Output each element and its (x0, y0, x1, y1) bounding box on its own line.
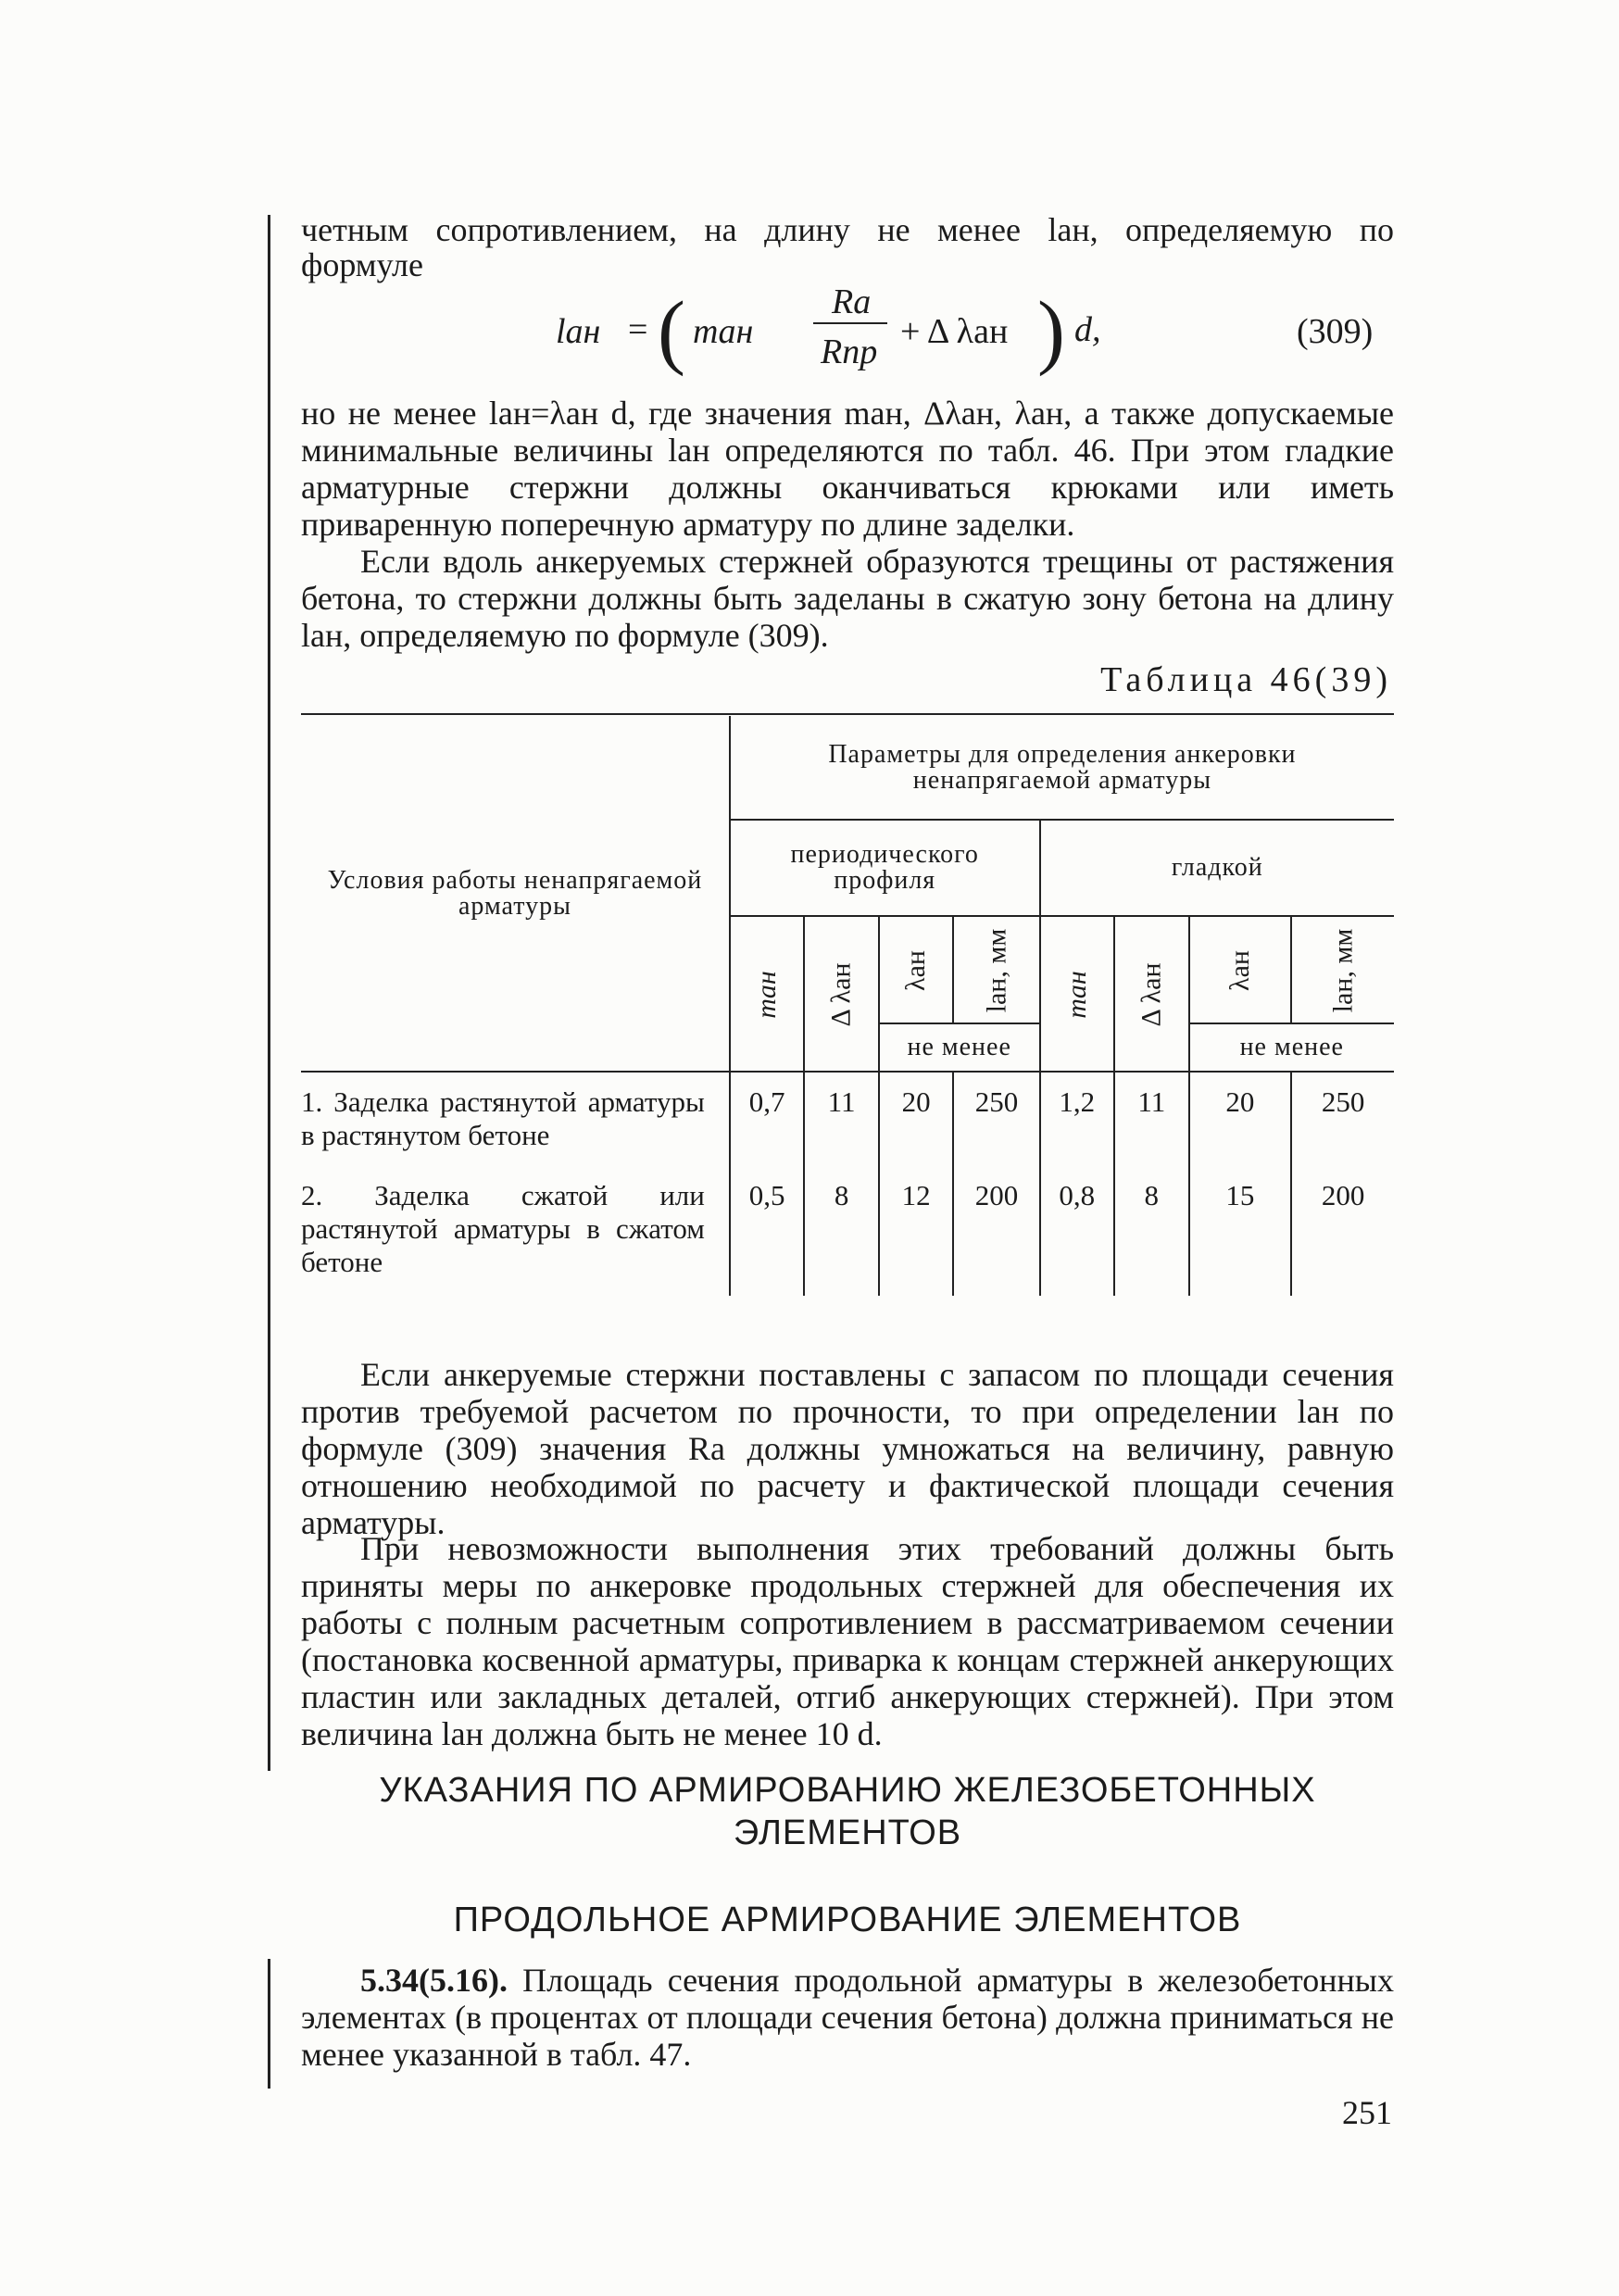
col-l-1 (879, 916, 953, 1023)
section-heading-line-2: ЭЛЕМЕНТОВ (733, 1813, 962, 1852)
header-params: Параметры для определения анкеровки ненапрягаемой арматуры (730, 716, 1394, 820)
row-2-l2: 15 (1189, 1179, 1292, 1296)
col-m-2 (1040, 916, 1114, 1072)
row-2-m2: 0,8 (1040, 1179, 1114, 1296)
subsection-heading: ПРОДОЛЬНОЕ АРМИРОВАНИЕ ЭЛЕМЕНТОВ (453, 1901, 1242, 1939)
col-len-2 (1291, 916, 1394, 1023)
row-1-m2: 1,2 (1040, 1072, 1114, 1179)
header-periodic: периодического профиля (730, 820, 1040, 916)
formula-309 (519, 278, 1408, 398)
paragraph-1: но не менее lан=λан d, где значения mан, Δλан, λан, а также допускаемые минимальные величины lан определяются по табл. 46. При этом гладкие арматурные стержни должны оканчиваться крюками или иметь приваренную поперечную арматуру по длине заделки. (301, 395, 1394, 543)
row-1-dl1: 11 (804, 1072, 878, 1179)
row-1-l2: 20 (1189, 1072, 1292, 1179)
col-m-1 (730, 916, 804, 1072)
row-2-dl1: 8 (804, 1179, 878, 1296)
col-dl-1-label: Δ λан (825, 962, 857, 1027)
intro-line-1: четным сопротивлением, на длину не менее lан, определяемую по (301, 211, 1394, 248)
row-1-len2: 250 (1321, 1085, 1365, 1118)
formula-eq: = (628, 310, 648, 349)
formula-fraction-bar (813, 322, 887, 324)
not-less-1: не менее (879, 1023, 1040, 1072)
formula-paren-left: ( (658, 285, 685, 377)
header-condition: Условия работы ненапрягаемой арматуры (301, 716, 730, 1072)
formula-m: mан (693, 312, 754, 351)
formula-plus: + Δ λан (900, 312, 1009, 351)
col-len-1 (953, 916, 1039, 1023)
row-2-len1: 200 (953, 1179, 1039, 1296)
col-len-1-label: lан, мм (980, 928, 1011, 1013)
table-caption: Таблица 46(39) (1100, 660, 1392, 699)
col-l-1-label: λан (900, 950, 932, 991)
formula-lhs: lан (556, 312, 601, 351)
col-dl-2 (1114, 916, 1188, 1072)
header-smooth: гладкой (1040, 820, 1394, 916)
col-l-2-label: λан (1224, 950, 1255, 991)
row-2-len2: 200 (1321, 1179, 1365, 1211)
not-less-2: не менее (1189, 1023, 1394, 1072)
table-row-1 (301, 1072, 1394, 1179)
formula-d: d, (1074, 310, 1101, 349)
formula-number: (309) (1297, 312, 1374, 351)
formula-paren-right: ) (1037, 285, 1065, 377)
row-1-l1: 20 (879, 1072, 953, 1179)
row-2-condition: 2. Заделка сжатой или растянутой арматуры в сжатом бетоне (301, 1179, 730, 1296)
row-2-l1: 12 (879, 1179, 953, 1296)
col-dl-2-label: Δ λан (1136, 962, 1167, 1027)
paragraph-5 (301, 1962, 1394, 2073)
row-1-len1: 250 (953, 1072, 1039, 1179)
paragraph-4: При невозможности выполнения этих требований должны быть приняты меры по анкеровке продольных стержней для обеспечения их работы с полным расчетным сопротивлением в рассматриваемом сечении (постановка косвенной арматуры, приварка к концам стержней анкерующих пластин или закладных деталей, отгиб анкерующих стержней). При этом величина lан должна быть не менее 10 d. (301, 1530, 1394, 1752)
col-m-2-label: mан (1061, 971, 1092, 1019)
col-dl-1 (804, 916, 878, 1072)
col-len-2-label: lан, мм (1327, 928, 1359, 1013)
margin-bar-bottom (268, 1959, 270, 2089)
table-46 (301, 713, 1394, 1296)
col-m-1-label: mан (751, 971, 783, 1019)
section-heading-line-1: УКАЗАНИЯ ПО АРМИРОВАНИЮ ЖЕЛЕЗОБЕТОННЫХ (379, 1771, 1316, 1810)
col-l-2 (1189, 916, 1292, 1023)
formula-numerator: Ra (832, 282, 872, 321)
page-number: 251 (1342, 2094, 1392, 2131)
row-1-dl2: 11 (1114, 1072, 1188, 1179)
paragraph-2: Если вдоль анкеруемых стержней образуются трещины от растяжения бетона, то стержни должны быть заделаны в сжатую зону бетона на длину lан, определяемую по формуле (309). (301, 543, 1394, 654)
intro-line-2: формуле (301, 246, 423, 283)
clause-number: 5.34(5.16). (360, 1962, 508, 1999)
paragraph-5-text: Площадь сечения продольной арматуры в железобетонных элементах (в процентах от площади сечения бетона) должна приниматься не менее указанной в табл. 47. (301, 1962, 1394, 2073)
table-row-2 (301, 1179, 1394, 1296)
row-2-m1: 0,5 (730, 1179, 804, 1296)
formula-denominator: Rпр (821, 332, 878, 371)
paragraph-3: Если анкеруемые стержни поставлены с запасом по площади сечения против требуемой расчетом по прочности, то при определении lан по формуле (309) значения Ra должны умножаться на величину, равную отношению необходимой по расчету и фактической площади сечения арматуры. (301, 1356, 1394, 1541)
margin-bar-top (268, 215, 270, 1771)
row-1-condition: 1. Заделка растянутой арматуры в растянутом бетоне (301, 1072, 730, 1179)
row-2-dl2: 8 (1114, 1179, 1188, 1296)
row-1-m1: 0,7 (730, 1072, 804, 1179)
